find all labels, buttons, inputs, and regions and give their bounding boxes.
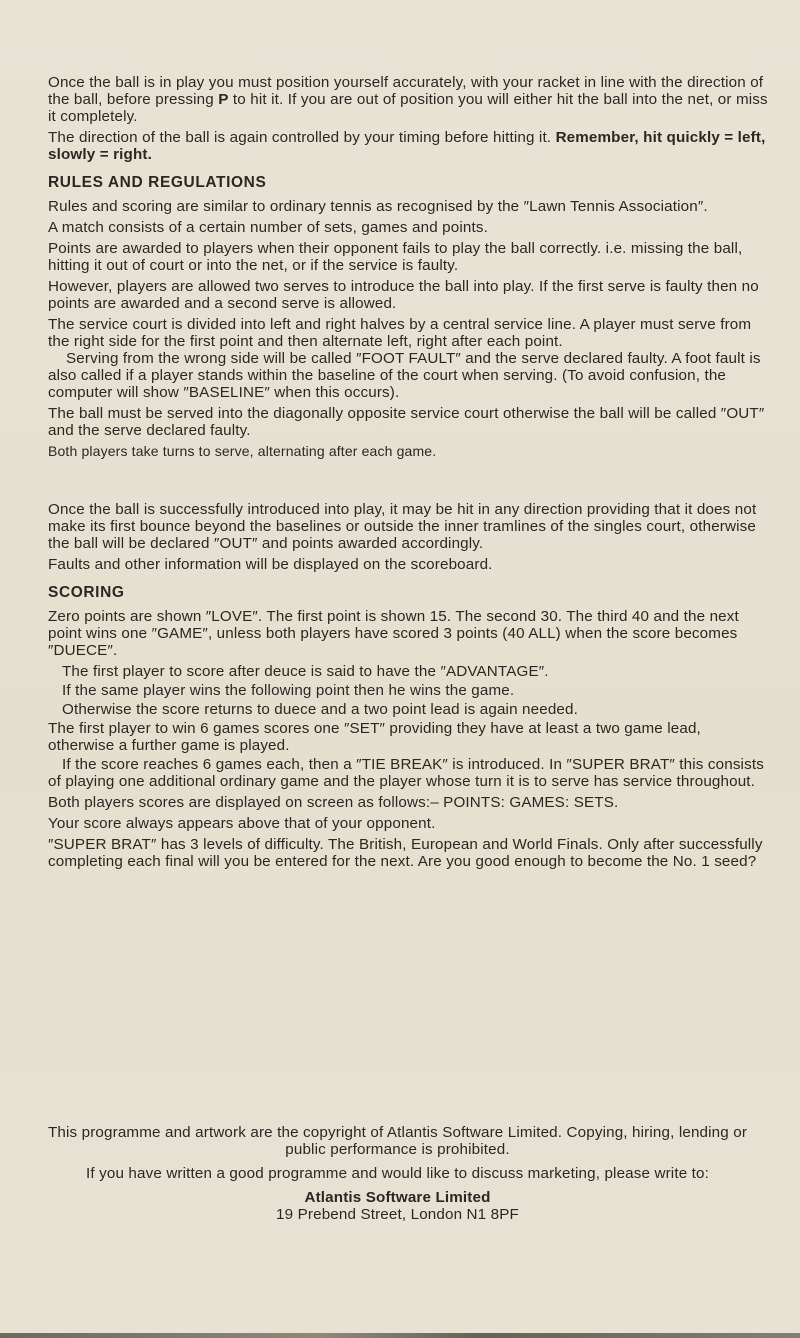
scoring-paragraph: The first player to win 6 games scores one ″SET″ providing they have at least a two game lead, otherwise a further game is played. — [48, 720, 701, 754]
rules-paragraph: However, players are allowed two serves to introduce the ball into play. If the first serve is faulty then no points are awarded and a second serve is allowed. — [48, 278, 759, 312]
rules-paragraph: The ball must be served into the diagonally opposite service court otherwise the ball will be called ″OUT″ and the serve declared faulty. — [48, 405, 765, 439]
rules-paragraph: Both players take turns to serve, alternating after each game. — [48, 443, 437, 459]
intro-paragraph-positioning — [48, 74, 768, 125]
instructions-body — [48, 74, 768, 874]
rules-paragraph: Rules and scoring are similar to ordinary tennis as recognised by the ″Lawn Tennis Association″. — [48, 198, 708, 215]
rules-paragraph: Points are awarded to players when their opponent fails to play the ball correctly. i.e. missing the ball, hitting it out of court or into the net, or if the service is faulty. — [48, 240, 743, 274]
rules-heading: RULES AND REGULATIONS — [48, 174, 267, 191]
page-bottom-edge — [0, 1333, 800, 1338]
scoring-paragraph: Otherwise the score returns to duece and a two point lead is again needed. — [62, 701, 578, 718]
rules-paragraph: The service court is divided into left and right halves by a central service line. A player must serve from the right side for the first point and then alternate left, right after each point. — [48, 316, 752, 350]
scoring-heading: SCORING — [48, 584, 125, 601]
copyright-notice: This programme and artwork are the copyright of Atlantis Software Limited. Copying, hiring, lending or public performance is prohibited. — [47, 1124, 748, 1158]
company-address: 19 Prebend Street, London N1 8PF — [276, 1206, 519, 1223]
scoring-paragraph: ″SUPER BRAT″ has 3 levels of difficulty. The British, European and World Finals. Only after successfully completing each final will you be entered for the next. Are you good enough to become the No. 1 seed? — [48, 836, 763, 870]
scoring-paragraph: If the same player wins the following point then he wins the game. — [62, 682, 515, 699]
scoring-paragraph: If the score reaches 6 games each, then a ″TIE BREAK″ is introduced. In ″SUPER BRAT″ this consists of playing one additional ordinary game and the player whose turn it is to serve has service throughout. — [48, 756, 764, 790]
hit-key-label: P — [218, 91, 229, 108]
rules-paragraph: Serving from the wrong side will be called ″FOOT FAULT″ and the serve declared faulty. A foot fault is also called if a player stands within the baseline of the court when serving. (To avoid confusion, the computer will show ″BASELINE″ when this occurs). — [48, 350, 761, 401]
intro-paragraph-timing — [48, 129, 768, 163]
rules-paragraph: Faults and other information will be displayed on the scoreboard. — [48, 556, 493, 573]
intro-text: Once the ball is in play you must position yourself accurately, with your racket in line with the direction of the ball, before pressing — [48, 74, 764, 108]
rules-paragraph: A match consists of a certain number of sets, games and points. — [48, 219, 488, 236]
scoring-paragraph: Your score always appears above that of your opponent. — [48, 815, 436, 832]
scoring-paragraph: Zero points are shown ″LOVE″. The first point is shown 15. The second 30. The third 40 and the next point wins one ″GAME″, unless both players have scored 3 points (40 ALL) when the score becomes ″DUECE″. — [48, 608, 739, 659]
company-name: Atlantis Software Limited — [304, 1189, 491, 1206]
intro-text-cont: to hit it. If you are out of position you will either hit the ball into the net, or miss it completely. — [48, 91, 768, 125]
contact-notice: If you have written a good programme and would like to discuss marketing, please write to: — [86, 1165, 709, 1182]
section-gap — [48, 464, 768, 501]
rules-paragraph: Once the ball is successfully introduced into play, it may be hit in any direction providing that it does not make its first bounce beyond the baselines or outside the inner tramlines of the singles court, otherwise the ball will be declared ″OUT″ and points awarded accordingly. — [48, 501, 757, 552]
scoring-paragraph: Both players scores are displayed on screen as follows:– POINTS: GAMES: SETS. — [48, 794, 619, 811]
timing-rule: Remember, hit quickly = left, slowly = right. — [48, 129, 766, 163]
scoring-paragraph: The first player to score after deuce is said to have the ″ADVANTAGE″. — [62, 663, 549, 680]
timing-text: The direction of the ball is again controlled by your timing before hitting it. — [48, 129, 556, 146]
footer — [40, 1124, 755, 1223]
